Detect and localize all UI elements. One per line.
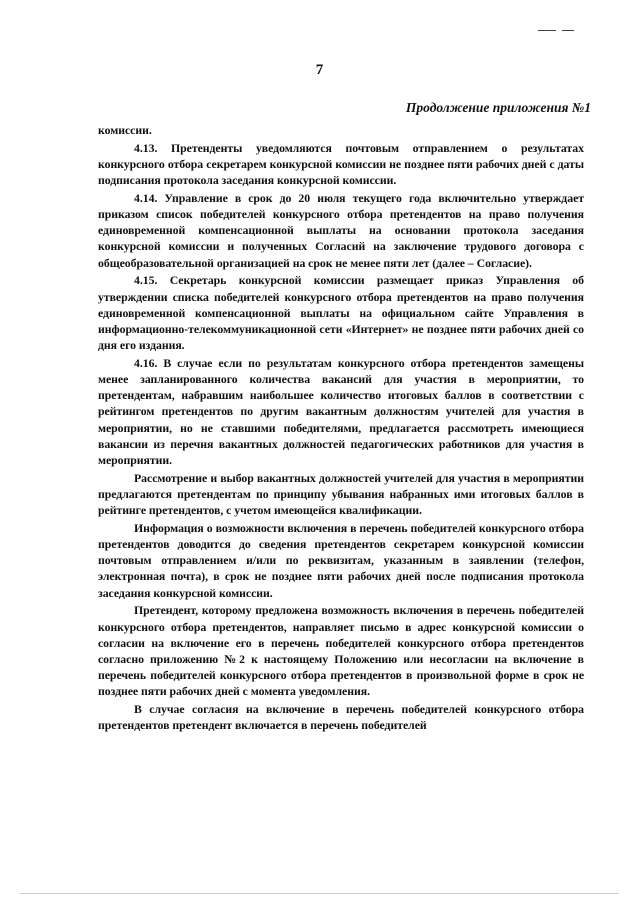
paragraph-4-16: 4.16. В случае если по результатам конкурсного отбора претендентов замещены менее запланированного количества вакансий для участия в мероприятии, то претендентам, набравшим наибольшее количество итоговых баллов в соответствии с рейтингом претендентов по другим вакантным должностям учителей для участия в мероприятии, но не ставшими победителями, предлагается рассмотреть имеющиеся вакансии из перечня вакантных должностей педагогических работников для участия в мероприятии.: [98, 355, 584, 468]
scan-artifact-dashes: [538, 30, 598, 32]
appendix-continuation-note: Продолжение приложения №1: [405, 100, 591, 115]
paragraph-4-15: 4.15. Секретарь конкурсной комиссии размещает приказ Управления об утверждении списка победителей конкурсного отбора претендентов на право получения единовременной компенсационной выплаты на официальном сайте Управления в информационно-телекоммуникационной сети «Интернет» не позднее пяти рабочих дней со дня его издания.: [98, 273, 584, 353]
paragraph-continuation: комиссии.: [98, 123, 152, 137]
page-number: 7: [315, 62, 324, 78]
paragraph-candidate-response: Претендент, которому предложена возможность включения в перечень победителей конкурсного отбора претендентов, направляет письмо в адрес конкурсной комиссии о согласии на включение его в перечень победителей конкурсного отбора претендентов согласно приложению №2 к настоящему Положению или несогласии на включение в перечень победителей конкурсного отбора претендентов в произвольной форме в срок не позднее пяти рабочих дней с момента уведомления.: [98, 603, 584, 699]
paragraph-vacancy-selection: Рассмотрение и выбор вакантных должностей учителей для участия в мероприятии предлагаются претендентам по принципу убывания набранных ими итоговых баллов в рейтинге претендентов, с учетом имеющейся квалификации.: [98, 470, 584, 518]
paragraph-4-13: 4.13. Претенденты уведомляются почтовым отправлением о результатах конкурсного отбора секретарем конкурсной комиссии не позднее пяти рабочих дней с даты подписания протокола заседания конкурсной комиссии.: [98, 140, 584, 188]
paragraph-consent-inclusion: В случае согласия на включение в перечень победителей конкурсного отбора претендентов претендент включается в перечень победителей: [98, 702, 584, 733]
scan-bottom-edge: [20, 893, 619, 894]
paragraph-4-14: 4.14. Управление в срок до 20 июля текущего года включительно утверждает приказом список победителей конкурсного отбора претендентов на право получения единовременной компенсационной выплаты на основании протокола заседания конкурсной комиссии и полученных Согласий на заключение трудового договора с общеобразовательной организацией на срок не менее пяти лет (далее – Согласие).: [98, 190, 584, 270]
paragraph-notification: Информация о возможности включения в перечень победителей конкурсного отбора претендентов доводится до сведения претендентов секретарем конкурсной комиссии почтовым отправлением и/или по реквизитам, указанным в заявлении (телефон, электронная почта), в срок не позднее пяти рабочих дней после подписания протокола заседания конкурсной комиссии.: [98, 520, 584, 600]
document-body: [98, 122, 584, 734]
